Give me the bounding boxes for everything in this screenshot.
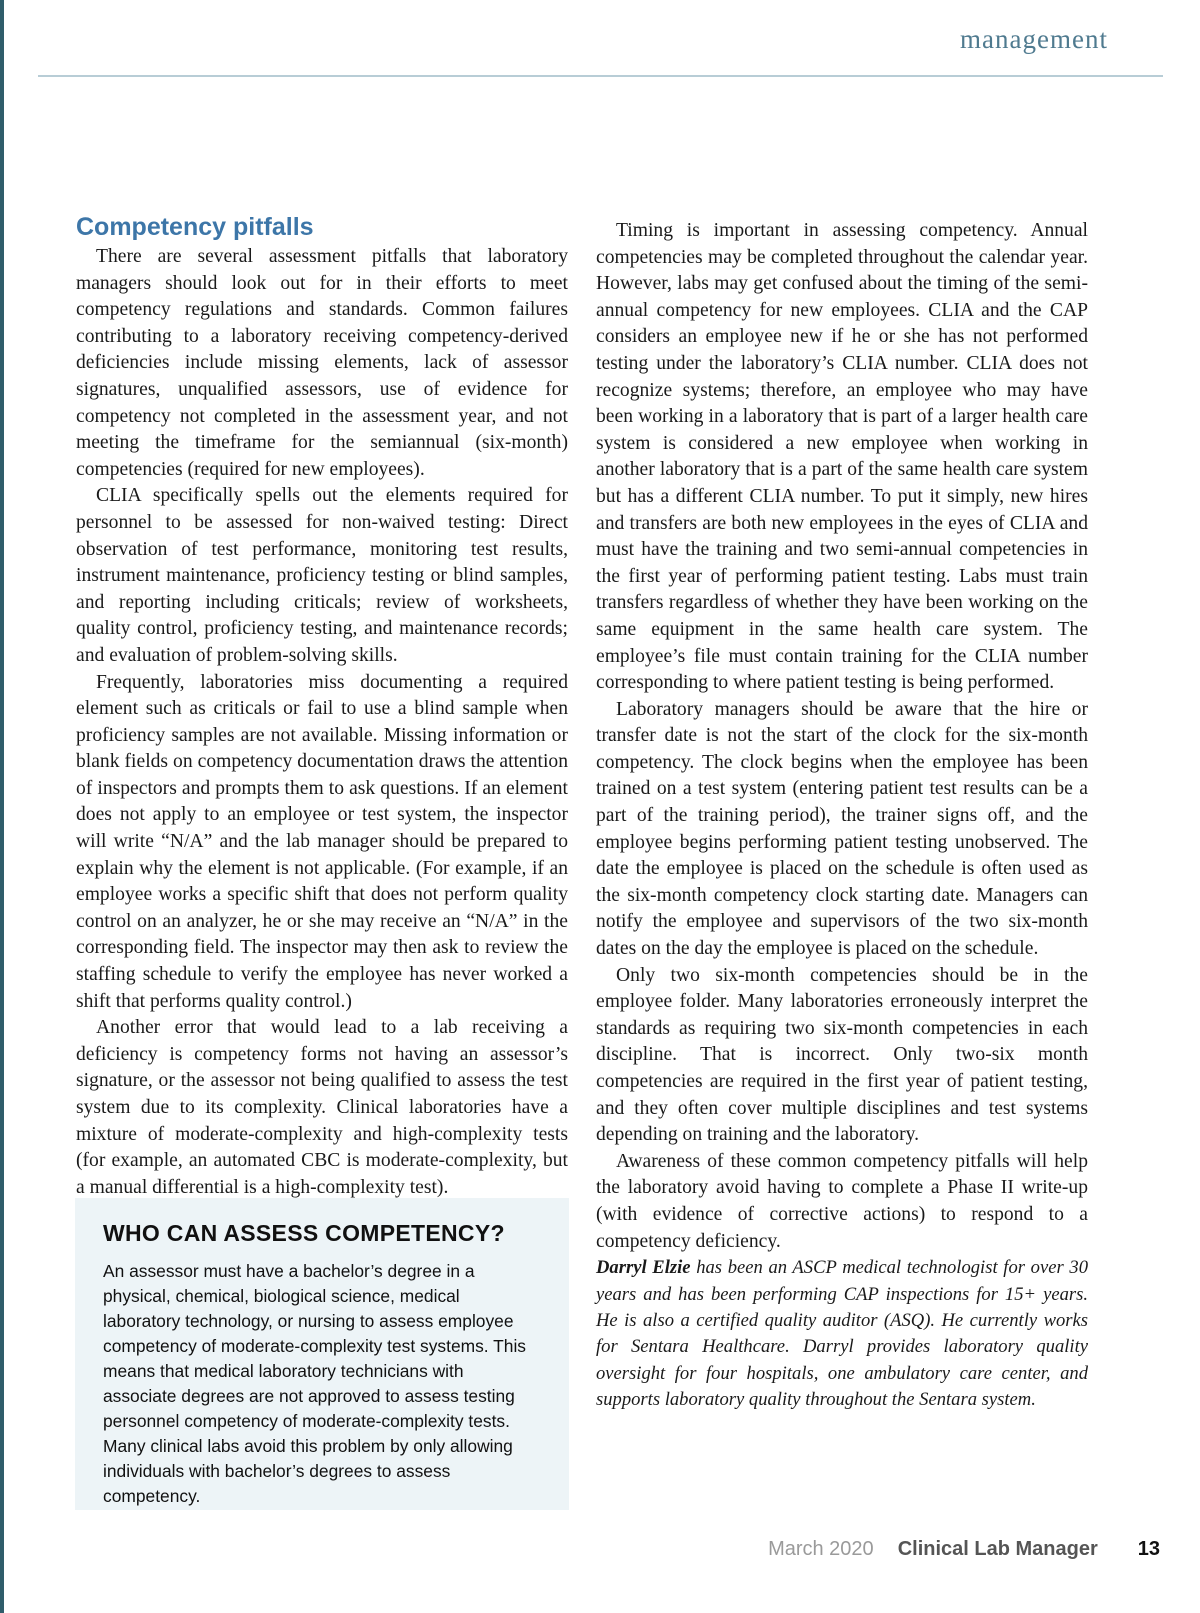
sidebar-title: WHO CAN ASSESS COMPETENCY? <box>103 1220 505 1246</box>
paragraph: Timing is important in assessing competency. Annual competencies may be completed throughout the calendar year. However, labs may get confused about the timing of the semi-annual competency for new employees. CLIA and the CAP considers an employee new if he or she has not performed testing under the laboratory’s CLIA number. CLIA does not recognize systems; therefore, an employee who may have been working in a laboratory that is part of a larger health care system is considered a new employee when working in another laboratory that is a part of the same health care system but has a different CLIA number. To put it simply, new hires and transfers are both new employees in the eyes of CLIA and must have the training and two semi-annual competencies in the first year of performing patient testing. Labs must train transfers regardless of whether they have been working on the same equipment in the same health care system. The employee’s file must contain training for the CLIA number corresponding to where patient testing is being performed. <box>596 220 1088 694</box>
sidebar-box <box>75 1198 569 1510</box>
paragraph: Awareness of these common competency pitfalls will help the laboratory avoid having to complete a Phase II write-up (with evidence of corrective actions) to respond to a competency deficiency. <box>596 1150 1088 1252</box>
paragraph: Laboratory managers should be aware that the hire or transfer date is not the start of the clock for the six-month competency. The clock begins when the employee has been trained on a test system (entering patient test results can be a part of the training period), the trainer signs off, and the employee begins performing patient testing unobserved. The date the employee is placed on the schedule is often used as the six-month competency clock starting date. Managers can notify the employee and supervisors of the two six-month dates on the day the employee is placed on the schedule. <box>596 698 1088 960</box>
header-rule <box>38 75 1163 77</box>
sidebar-body: An assessor must have a bachelor’s degree in a physical, chemical, biological science, medical laboratory technology, or nursing to assess employee competency of moderate-complexity test systems. This means that medical laboratory technicians with associate degrees are not approved to assess testing personnel competency of moderate-complexity tests. Many clinical labs avoid this problem by only allowing individuals with bachelor’s degrees to assess competency. <box>103 1261 527 1506</box>
left-column <box>76 212 568 1201</box>
page-footer <box>768 1538 1160 1561</box>
paragraph: There are several assessment pitfalls that laboratory managers should look out for in their efforts to meet competency regulations and standards. Common failures contributing to a laboratory receiving competency-derived deficiencies include missing elements, lack of assessor signatures, unqualified assessors, use of evidence for competency not completed in the assessment year, and not meeting the timeframe for the semiannual (six-month) competencies (required for new employees). <box>76 246 568 480</box>
author-name: Darryl Elzie <box>596 1257 691 1279</box>
right-column <box>596 218 1088 1414</box>
author-bio-text: has been an ASCP medical technologist for over 30 years and has been performing CAP inspections for 15+ years. He is also a certified quality auditor (ASQ). He currently works for Sentara Healthcare. Darryl provides laboratory quality oversight for four hospitals, one ambulatory care center, and supports laboratory quality throughout the Sentara system. <box>596 1257 1088 1411</box>
magazine-title: Clinical Lab Manager <box>897 1538 1098 1560</box>
issue-date: March 2020 <box>768 1538 874 1560</box>
article-heading: Competency pitfalls <box>76 213 314 241</box>
page-number: 13 <box>1137 1538 1160 1560</box>
paragraph: Frequently, laboratories miss documenting a required element such as criticals or fail to use a blind sample when proficiency samples are not available. Missing information or blank fields on competency documentation draws the attention of inspectors and prompts them to ask questions. If an element does not apply to an employee or test system, the inspector will write “N/A” and the lab manager should be prepared to explain why the element is not applicable. (For example, if an employee works a specific shift that does not perform quality control on an analyzer, he or she may receive an “N/A” in the corresponding field. The inspector may then ask to review the staffing schedule to verify the employee has never worked a shift that performs quality control.) <box>76 671 568 1012</box>
paragraph: Another error that would lead to a lab receiving a deficiency is competency forms not having an assessor’s signature, or the assessor not being qualified to assess the test system due to its complexity. Clinical laboratories have a mixture of moderate-complexity and high-complexity tests (for example, an automated CBC is moderate-complexity, but a manual differential is a high-complexity test). <box>76 1017 568 1198</box>
author-bio <box>596 1255 1088 1413</box>
paragraph: Only two six-month competencies should be in the employee folder. Many laboratories erroneously interpret the standards as requiring two six-month competencies in each discipline. That is incorrect. Only two-six month competencies are required in the first year of patient testing, and they often cover multiple disciplines and test systems depending on training and the laboratory. <box>596 964 1088 1146</box>
paragraph: CLIA specifically spells out the elements required for personnel to be assessed for non-waived testing: Direct observation of test performance, monitoring test results, instrument maintenance, proficiency testing or blind samples, and reporting including criticals; review of worksheets, quality control, proficiency testing, and maintenance records; and evaluation of problem-solving skills. <box>76 485 568 666</box>
page-edge-bar <box>0 0 4 1613</box>
section-label: management <box>960 24 1108 54</box>
